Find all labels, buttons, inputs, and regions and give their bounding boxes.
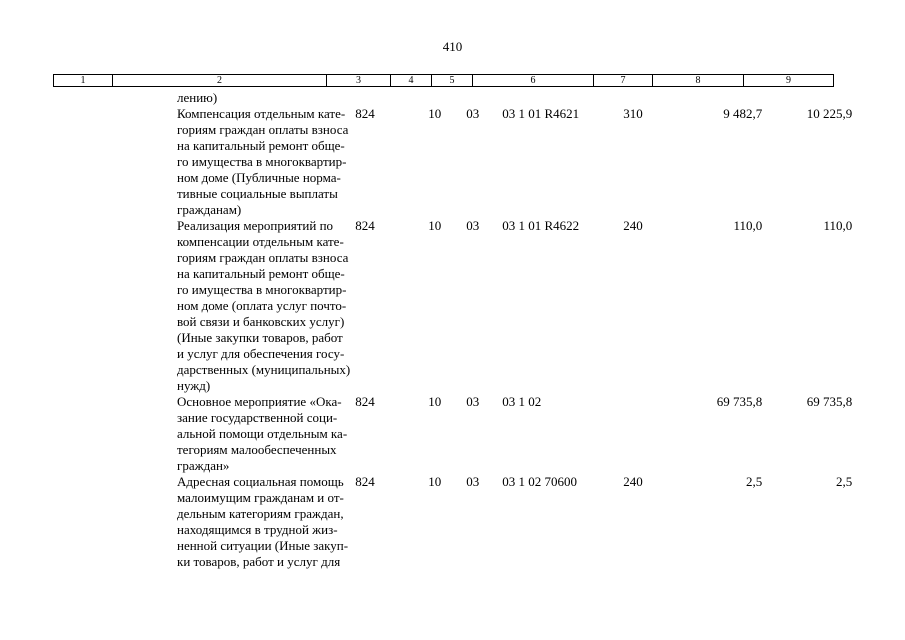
- description-line: граждан»: [177, 458, 230, 473]
- page-number: 410: [442, 39, 463, 54]
- row-description: [112, 218, 350, 394]
- table-row: [53, 474, 857, 570]
- target-article-code: 03 1 01 R4621: [502, 106, 580, 121]
- description-line: Основное мероприятие «Ока-: [177, 394, 342, 409]
- subsection-code: 03: [466, 106, 480, 121]
- expense-type-code: 240: [623, 474, 643, 489]
- amount-year-1: 9 482,7: [723, 106, 763, 121]
- header-cell-2: 2: [113, 75, 327, 87]
- target-article-code: [496, 90, 617, 106]
- cell-col-1: [53, 394, 112, 474]
- row-description: [112, 106, 350, 218]
- description-line: и услуг для обеспечения госу-: [177, 346, 345, 361]
- amount-year-1: 110,0: [733, 218, 763, 233]
- target-article-code: 03 1 02: [502, 394, 542, 409]
- section-code: 10: [428, 106, 442, 121]
- section-code: 10: [428, 218, 442, 233]
- description-line: ном доме (Публичные норма-: [177, 170, 341, 185]
- description-line: находящимся в трудной жиз-: [177, 522, 338, 537]
- header-cell-9: 9: [744, 75, 834, 87]
- description-line: Реализация мероприятий по: [177, 218, 334, 233]
- description-line: го имущества в многоквартир-: [177, 282, 347, 297]
- table-body: [53, 90, 857, 570]
- description-line: гориям граждан оплаты взноса: [177, 250, 349, 265]
- description-line: альной помощи отдельным ка-: [177, 426, 348, 441]
- subsection-code: 03: [466, 474, 480, 489]
- description-line: зание государственной соци-: [177, 410, 338, 425]
- subsection-code: 03: [466, 218, 480, 233]
- header-cell-6: 6: [473, 75, 594, 87]
- description-line: Компенсация отдельным кате-: [177, 106, 346, 121]
- admin-code: 824: [355, 394, 375, 409]
- description-line: компенсации отдельным кате-: [177, 234, 344, 249]
- amount-year-2: 10 225,9: [806, 106, 853, 121]
- description-line: (Иные закупки товаров, работ: [177, 330, 343, 345]
- description-line: лению): [177, 90, 218, 105]
- section-code: [414, 90, 455, 106]
- description-line: вой связи и банковских услуг): [177, 314, 345, 329]
- description-line: го имущества в многоквартир-: [177, 154, 347, 169]
- table-row: [53, 394, 857, 474]
- description-line: ном доме (оплата услуг почто-: [177, 298, 347, 313]
- amount-year-1: 69 735,8: [716, 394, 763, 409]
- cell-col-1: [53, 106, 112, 218]
- cell-col-1: [53, 218, 112, 394]
- expense-type-code: 310: [623, 106, 643, 121]
- description-line: ки товаров, работ и услуг для: [177, 554, 341, 569]
- amount-year-2: 2,5: [835, 474, 853, 489]
- description-line: тегориям малообеспеченных: [177, 442, 337, 457]
- description-line: дельным категориям граждан,: [177, 506, 344, 521]
- description-line: дарственных (муниципальных): [177, 362, 351, 377]
- amount-year-1: [676, 90, 767, 106]
- cell-col-1: [53, 474, 112, 570]
- expense-type-code: [617, 394, 676, 474]
- description-line: тивные социальные выплаты: [177, 186, 338, 201]
- header-cell-7: 7: [594, 75, 653, 87]
- row-description: [112, 90, 350, 106]
- description-line: на капитальный ремонт обще-: [177, 266, 345, 281]
- budget-table: [53, 90, 857, 570]
- admin-code: [350, 90, 414, 106]
- subsection-code: 03: [466, 394, 480, 409]
- admin-code: 824: [355, 106, 375, 121]
- table-row: [53, 106, 857, 218]
- target-article-code: 03 1 01 R4622: [502, 218, 580, 233]
- section-code: 10: [428, 474, 442, 489]
- header-cell-5: 5: [432, 75, 473, 87]
- header-cell-1: 1: [54, 75, 113, 87]
- expense-type-code: 240: [623, 218, 643, 233]
- header-cell-3: 3: [327, 75, 391, 87]
- row-description: [112, 394, 350, 474]
- target-article-code: 03 1 02 70600: [502, 474, 577, 489]
- description-line: ненной ситуации (Иные закуп-: [177, 538, 349, 553]
- amount-year-2: 69 735,8: [806, 394, 853, 409]
- description-line: гориям граждан оплаты взноса: [177, 122, 349, 137]
- cell-col-1: [53, 90, 112, 106]
- amount-year-2: 110,0: [823, 218, 853, 233]
- table-row: [53, 218, 857, 394]
- column-number-header: [53, 74, 834, 87]
- section-code: 10: [428, 394, 442, 409]
- description-line: Адресная социальная помощь: [177, 474, 344, 489]
- header-row: [54, 75, 834, 87]
- header-cell-4: 4: [391, 75, 432, 87]
- description-line: малоимущим гражданам и от-: [177, 490, 344, 505]
- description-line: нужд): [177, 378, 211, 393]
- subsection-code: [455, 90, 496, 106]
- amount-year-2: [767, 90, 857, 106]
- description-line: на капитальный ремонт обще-: [177, 138, 345, 153]
- admin-code: 824: [355, 218, 375, 233]
- amount-year-1: 2,5: [745, 474, 763, 489]
- admin-code: 824: [355, 474, 375, 489]
- description-line: гражданам): [177, 202, 242, 217]
- expense-type-code: [617, 90, 676, 106]
- row-description: [112, 474, 350, 570]
- header-cell-8: 8: [653, 75, 744, 87]
- table-row: [53, 90, 857, 106]
